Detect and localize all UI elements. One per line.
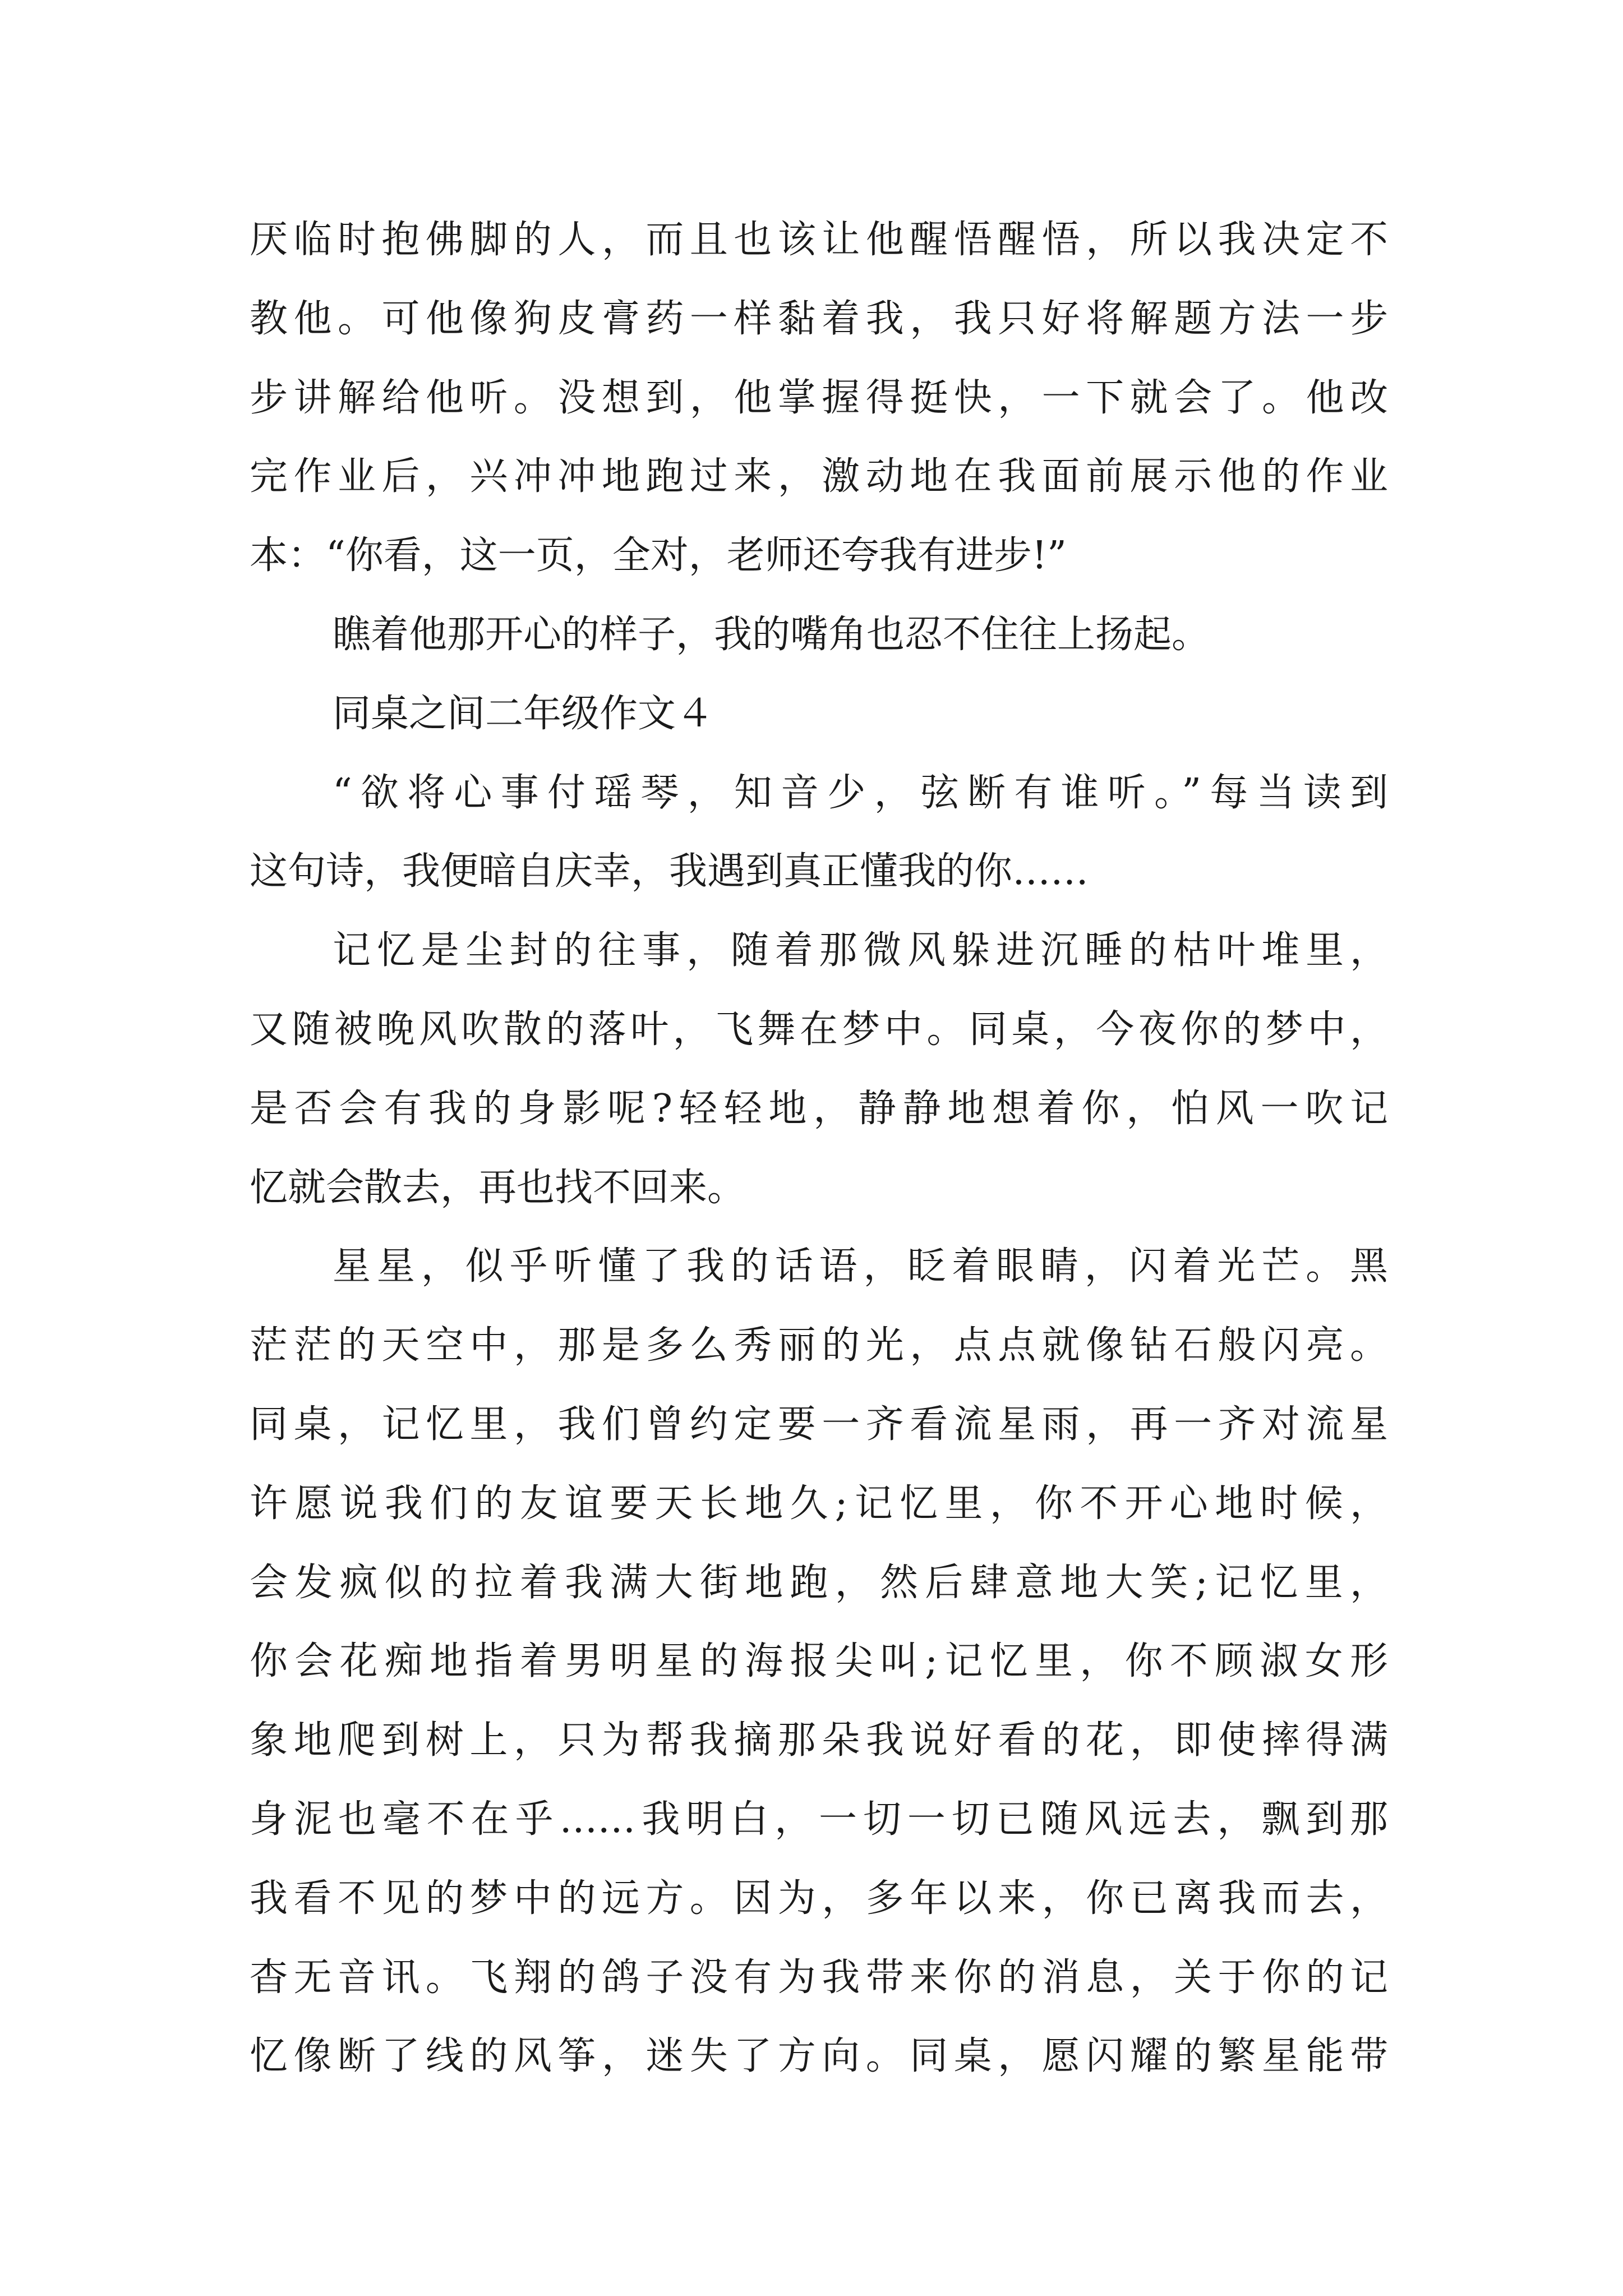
- text-line: 厌临时抱佛脚的人，而且也该让他醒悟醒悟，所以我决定不: [250, 218, 1388, 262]
- text-line: 身泥也毫不在乎……我明白，一切一切已随风远去，飘到那: [250, 1797, 1388, 1842]
- text-line: 完作业后，兴冲冲地跑过来，激动地在我面前展示他的作业: [250, 454, 1388, 499]
- text-line: 茫茫的天空中，那是多么秀丽的光，点点就像钻石般闪亮。: [250, 1323, 1388, 1368]
- text-line: 瞧着他那开心的样子，我的嘴角也忍不住往上扬起。: [333, 612, 1210, 657]
- text-line: 象地爬到树上，只为帮我摘那朵我说好看的花，即使摔得满: [250, 1718, 1388, 1763]
- text-line: 许愿说我们的友谊要天长地久;记忆里，你不开心地时候，: [250, 1481, 1388, 1526]
- text-line: 我看不见的梦中的远方。因为，多年以来，你已离我而去，: [250, 1876, 1388, 1921]
- essay-body: [250, 201, 1388, 2096]
- text-line: 步讲解给他听。没想到，他掌握得挺快，一下就会了。他改: [250, 375, 1388, 420]
- text-line: 这句诗，我便暗自庆幸，我遇到真正懂我的你……: [250, 849, 1089, 894]
- text-line: 你会花痴地指着男明星的海报尖叫;记忆里，你不顾淑女形: [250, 1639, 1388, 1684]
- text-line: 会发疯似的拉着我满大街地跑，然后肆意地大笑;记忆里，: [250, 1560, 1388, 1605]
- text-line: 忆像断了线的风筝，迷失了方向。同桌，愿闪耀的繁星能带: [250, 2034, 1388, 2079]
- text-line: 星星，似乎听懂了我的话语，眨着眼睛，闪着光芒。黑: [333, 1244, 1388, 1289]
- text-line: 同桌之间二年级作文４: [333, 691, 714, 736]
- text-line: “欲将心事付瑶琴，知音少，弦断有谁听。”每当读到: [333, 770, 1388, 815]
- text-line: 记忆是尘封的往事，随着那微风躲进沉睡的枯叶堆里，: [333, 928, 1388, 973]
- text-line: 教他。可他像狗皮膏药一样黏着我，我只好将解题方法一步: [250, 296, 1388, 341]
- text-line: 同桌，记忆里，我们曾约定要一齐看流星雨，再一齐对流星: [250, 1402, 1388, 1447]
- text-line: 忆就会散去，再也找不回来。: [250, 1165, 746, 1210]
- text-line: 杳无音讯。飞翔的鸽子没有为我带来你的消息，关于你的记: [250, 1955, 1388, 2000]
- text-line: 又随被晚风吹散的落叶，飞舞在梦中。同桌，今夜你的梦中，: [250, 1007, 1388, 1052]
- text-line: 本：“你看，这一页，全对，老师还夸我有进步!”: [250, 533, 1067, 578]
- text-line: 是否会有我的身影呢?轻轻地，静静地想着你，怕风一吹记: [250, 1086, 1388, 1131]
